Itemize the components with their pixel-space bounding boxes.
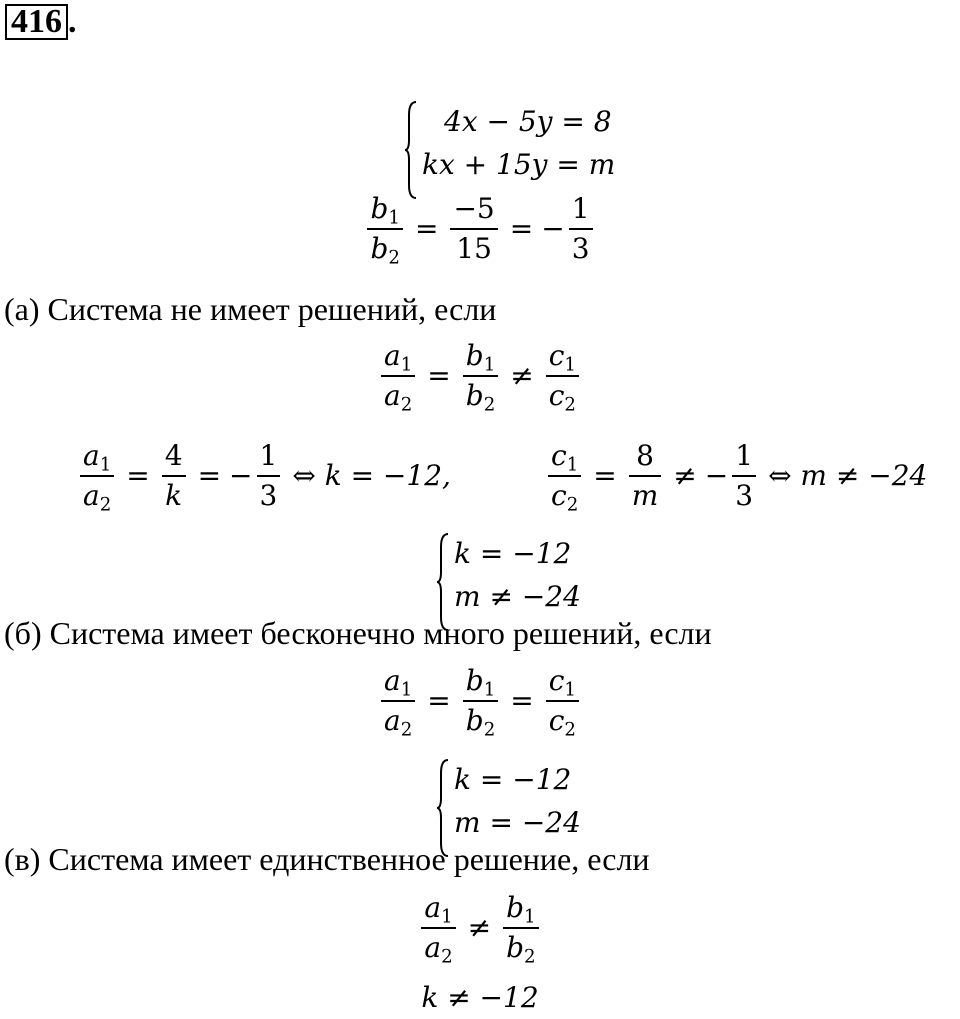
- problem-number-dot: .: [68, 3, 77, 40]
- fraction-1-3: $\frac{1}{3}$: [569, 193, 593, 265]
- case-b-text: (б) Система имеет бесконечно много решений, если: [4, 615, 712, 651]
- system-1-row-2: kx + 15y = m: [422, 148, 616, 182]
- system-a: k = −12 m ≠ −24: [436, 532, 581, 632]
- k-condition: $\frac{a_1}{a_2}$ = $\frac{4}{k}$ = − $\frac{1}{3}$ ⇔ k = −12,: [76, 440, 451, 512]
- problem-number: [5, 4, 77, 40]
- system-1-row-1: 4x − 5y = 8: [444, 105, 612, 138]
- m-result: ⇔ m ≠ −24: [768, 459, 928, 493]
- condition-c-equation: $\frac{a_1}{a_2}$ ≠ $\frac{b_1}{b_2}$: [0, 892, 960, 964]
- case-c-text: (в) Система имеет единственное решение, если: [4, 841, 650, 877]
- brace-icon: [404, 100, 418, 200]
- k-result: ⇔ k = −12,: [292, 459, 451, 493]
- m-condition: $\frac{c_1}{c_2}$ = $\frac{8}{m}$ ≠ − $\frac{1}{3}$ ⇔ m ≠ −24: [544, 440, 927, 512]
- system-1: [404, 100, 615, 200]
- fraction-minus5-15: $\frac{-5}{15}$: [450, 193, 497, 265]
- condition-b-equation: $\frac{a_1}{a_2}$ = $\frac{b_1}{b_2}$ = $\frac{c_1}{c_2}$: [0, 665, 960, 737]
- fraction-b1-b2: $\frac{b_1}{b_2}$: [367, 193, 403, 265]
- final-condition: k ≠ −12: [421, 981, 539, 1014]
- ratio-equation: $\frac{b_1}{b_2}$ = $\frac{-5}{15}$ = − $\frac{1}{3}$: [0, 193, 960, 265]
- condition-a-equation: $\frac{a_1}{a_2}$ = $\frac{b_1}{b_2}$ ≠ $\frac{c_1}{c_2}$: [0, 340, 960, 412]
- case-a-text: (а) Система не имеет решений, если: [4, 291, 497, 327]
- system-b: k = −12 m = −24: [436, 758, 581, 858]
- problem-number-box: 416: [5, 4, 68, 40]
